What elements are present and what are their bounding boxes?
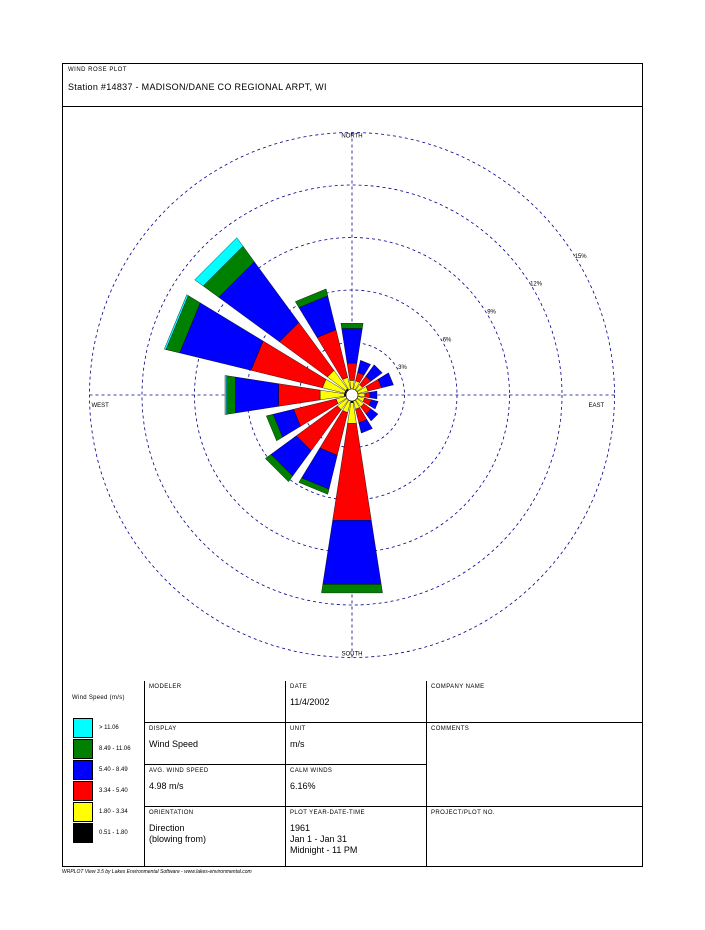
avg-speed-cell xyxy=(145,765,286,807)
ring-label-4: 12% xyxy=(530,281,543,288)
legend-swatch-1 xyxy=(73,802,93,822)
legend-swatch-5 xyxy=(73,718,93,738)
ring-label-3: 9% xyxy=(487,309,496,316)
company-label: COMPANY NAME xyxy=(431,684,485,690)
legend-swatch-2 xyxy=(73,781,93,801)
ring-label-1: 3% xyxy=(398,365,407,372)
petal-s-bin-4 xyxy=(322,584,383,593)
petal-e-bin-3 xyxy=(370,391,377,399)
petal-w-bin-3 xyxy=(235,377,278,413)
avg-speed-label: AVG. WIND SPEED xyxy=(149,768,209,774)
legend-swatch-0 xyxy=(73,823,93,843)
unit-value: m/s xyxy=(290,739,305,749)
avg-speed-value: 4.98 m/s xyxy=(149,781,184,791)
wind-rose-chart xyxy=(62,106,643,681)
date-value: 11/4/2002 xyxy=(290,697,330,707)
legend-label-1: 1.80 - 3.34 xyxy=(99,809,128,815)
plot-header xyxy=(63,64,642,107)
unit-cell xyxy=(286,723,427,765)
project-cell xyxy=(427,807,643,867)
petal-n-bin-4 xyxy=(341,323,363,328)
date-label: DATE xyxy=(290,684,308,690)
ring-label-5: 15% xyxy=(574,253,587,260)
petal-w-bin-4 xyxy=(227,376,236,415)
label-north: NORTH xyxy=(341,133,363,140)
station-title: Station #14837 - MADISON/DANE CO REGIONAL ARPT, WI xyxy=(68,82,327,92)
calm-winds-label: CALM WINDS xyxy=(290,768,333,774)
modeler-label: MODELER xyxy=(149,684,182,690)
petals-group xyxy=(164,238,393,593)
label-south: SOUTH xyxy=(341,651,363,658)
plot-year-value: 1961 Jan 1 - Jan 31 Midnight - 11 PM xyxy=(290,823,358,855)
petal-e-bin-1 xyxy=(358,393,365,397)
legend-cell xyxy=(62,681,145,867)
orientation-cell xyxy=(145,807,286,867)
company-cell xyxy=(427,681,643,723)
petal-n-bin-3 xyxy=(342,329,363,364)
orientation-value: Direction (blowing from) xyxy=(149,823,207,844)
label-east: EAST xyxy=(588,403,605,409)
legend-label-3: 5.40 - 8.49 xyxy=(99,767,128,773)
display-cell xyxy=(145,723,286,765)
comments-label: COMMENTS xyxy=(431,726,470,732)
footer-credit: WRPLOT View 3.5 by Lakes Environmental Software - www.lakes-environmental.com xyxy=(62,869,252,875)
comments-cell xyxy=(427,723,643,807)
legend-swatch-4 xyxy=(73,739,93,759)
legend-label-4: 8.49 - 11.06 xyxy=(99,746,131,752)
orientation-label: ORIENTATION xyxy=(149,810,194,816)
legend-title: Wind Speed (m/s) xyxy=(72,695,125,701)
ring-label-2: 6% xyxy=(442,337,452,344)
date-cell xyxy=(286,681,427,723)
petal-w-bin-2 xyxy=(279,384,321,407)
label-west: WEST xyxy=(91,403,109,409)
legend-label-5: > 11.06 xyxy=(99,725,119,731)
unit-label: UNIT xyxy=(290,726,306,732)
legend-swatch-3 xyxy=(73,760,93,780)
calm-circle xyxy=(346,389,358,401)
legend-label-2: 3.34 - 5.40 xyxy=(99,788,128,794)
petal-e-bin-2 xyxy=(365,392,370,398)
legend-label-0: 0.51 - 1.80 xyxy=(99,830,128,836)
petal-s-bin-3 xyxy=(323,520,381,584)
modeler-cell xyxy=(145,681,286,723)
plot-type-label: WIND ROSE PLOT xyxy=(68,67,128,73)
display-label: DISPLAY xyxy=(149,726,177,732)
display-value: Wind Speed xyxy=(149,739,199,749)
plot-year-label: PLOT YEAR-DATE-TIME xyxy=(290,810,365,816)
calm-winds-cell xyxy=(286,765,427,807)
project-label: PROJECT/PLOT NO. xyxy=(431,810,495,816)
calm-winds-value: 6.16% xyxy=(290,781,316,791)
plot-year-cell xyxy=(286,807,427,867)
petal-n-bin-2 xyxy=(347,363,357,380)
petal-w-bin-5 xyxy=(225,375,227,414)
